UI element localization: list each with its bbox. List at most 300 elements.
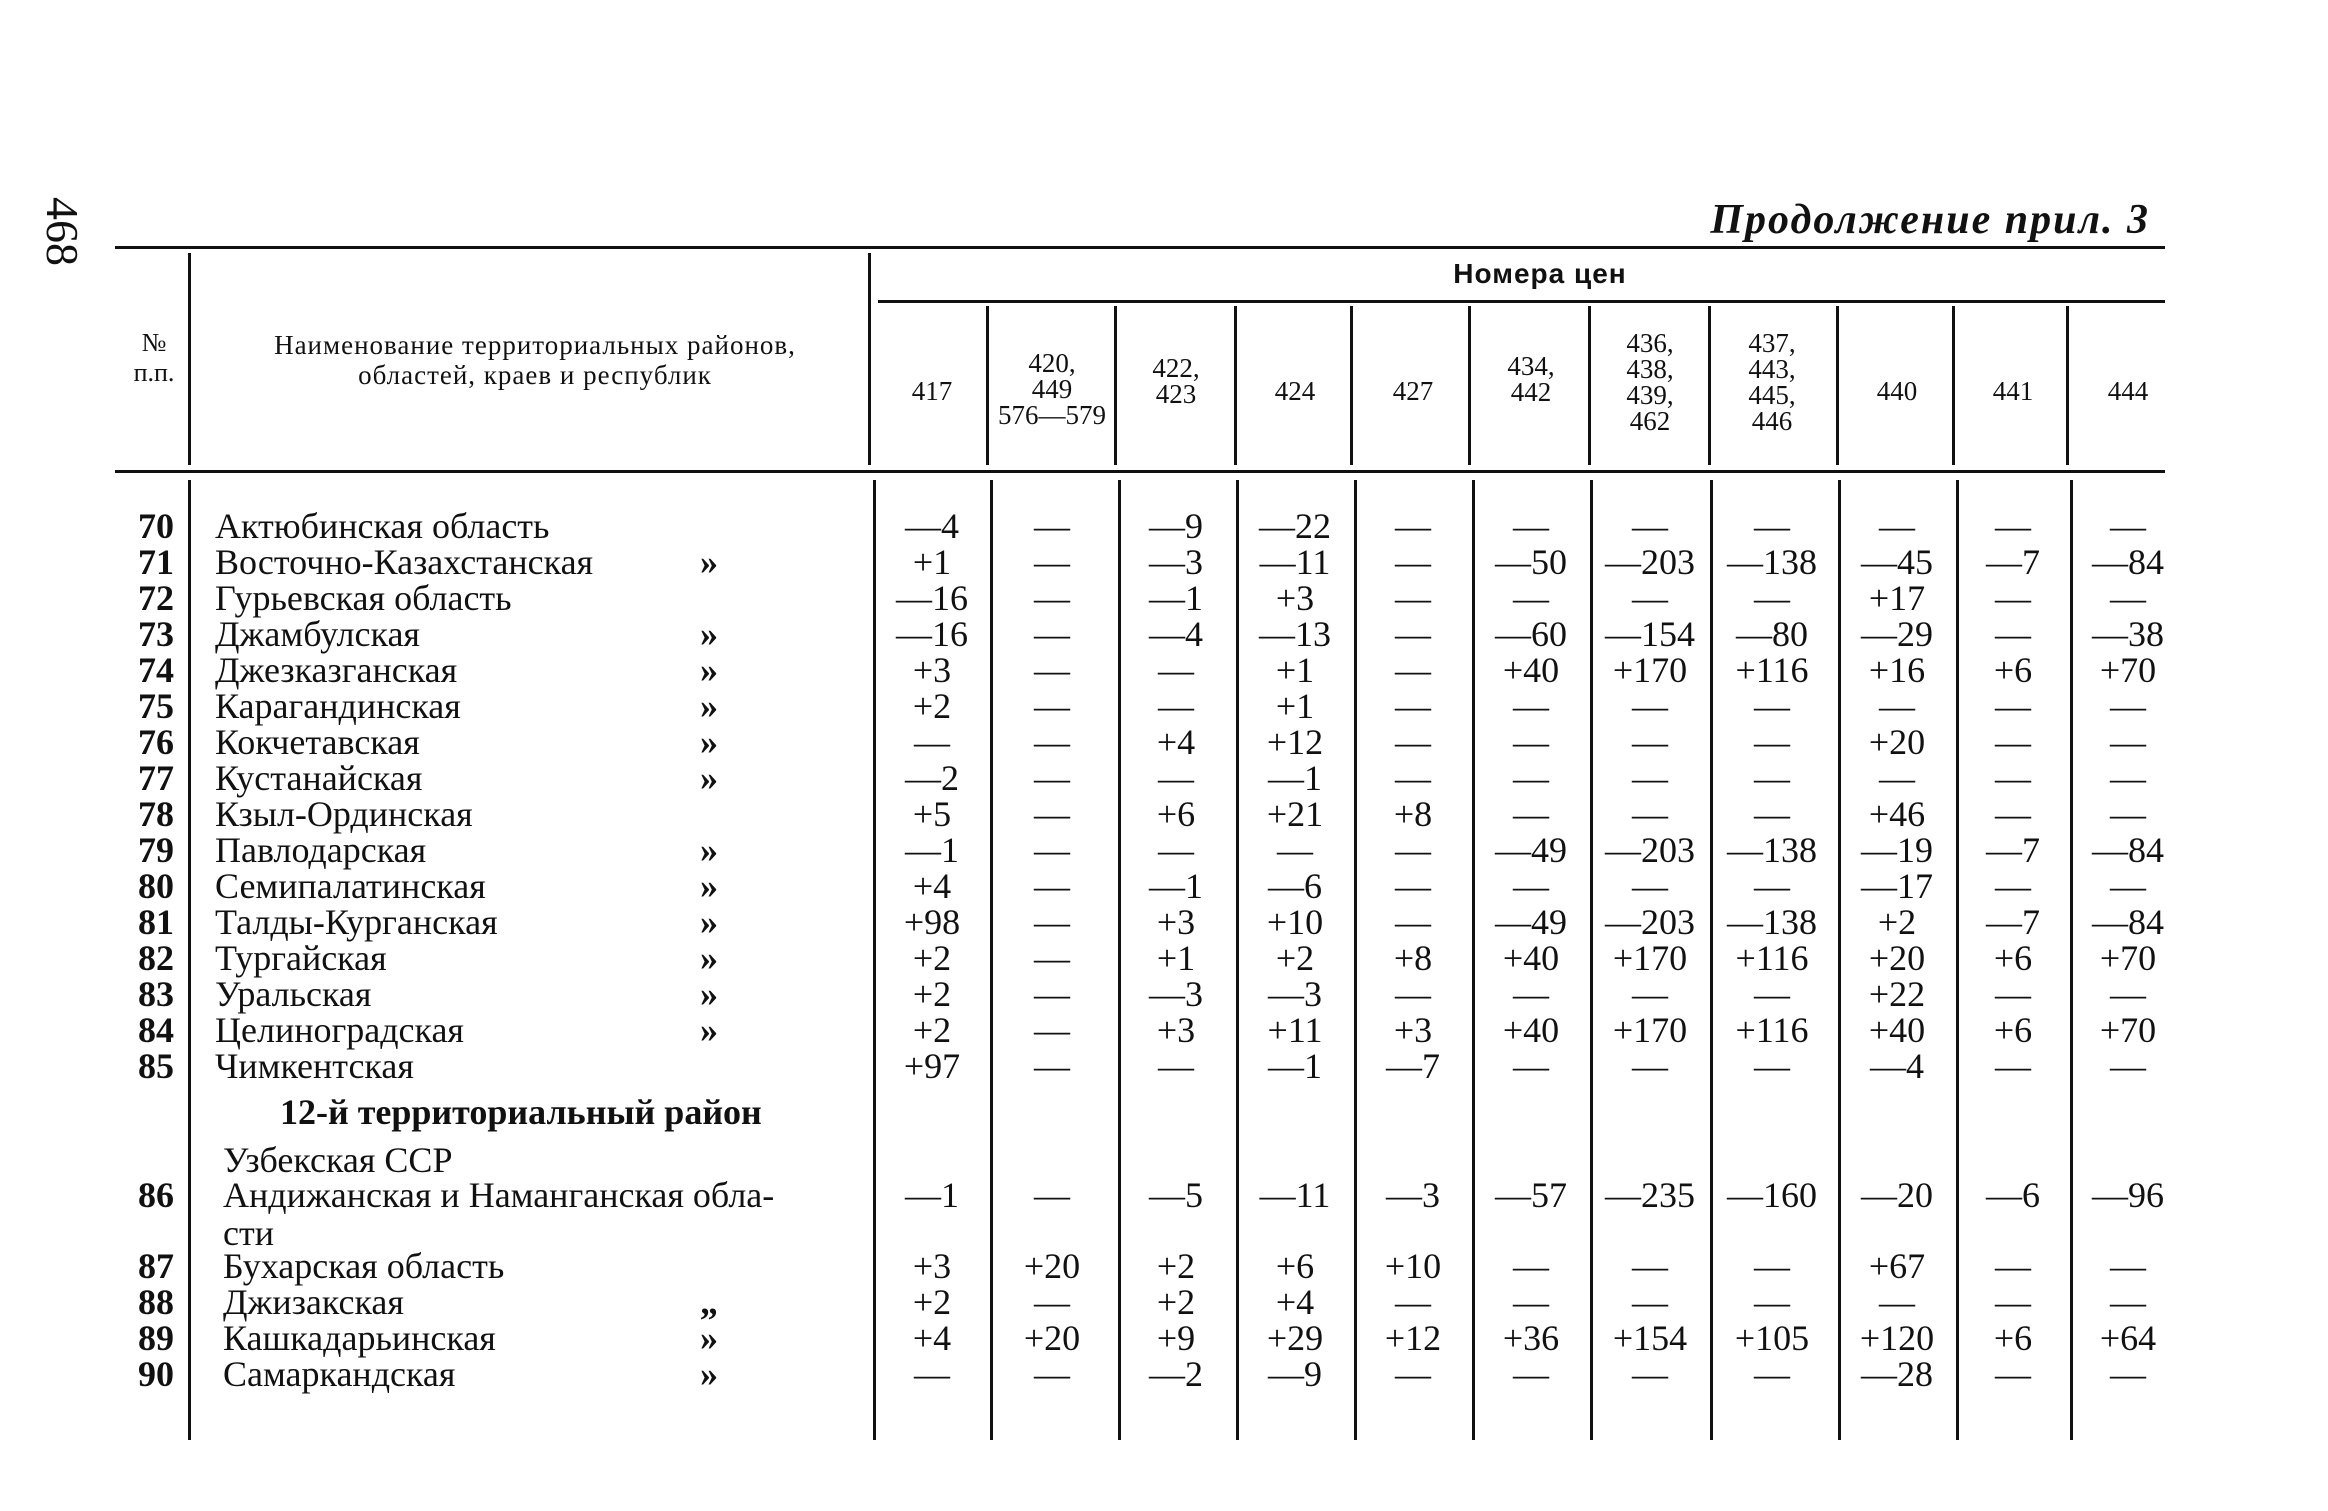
row-value: +46 (1868, 794, 1926, 834)
row-number: 81 (138, 902, 174, 942)
row-value: +5 (912, 794, 952, 834)
row-number: 86 (138, 1175, 174, 1215)
row-value: — (1395, 542, 1431, 582)
row-value: +4 (1275, 1282, 1315, 1322)
row-value: —45 (1861, 542, 1933, 582)
row-value: — (1034, 650, 1070, 690)
column-header-line: 444 (2107, 376, 2149, 406)
row-value: — (1754, 758, 1790, 798)
row-value: — (1632, 758, 1668, 798)
row-value: —19 (1861, 830, 1933, 870)
table-row (0, 1012, 2328, 1048)
row-value: —17 (1861, 866, 1933, 906)
row-name: Кашкадарьинская (223, 1318, 496, 1358)
row-name: Кокчетавская (215, 722, 420, 762)
row-value: +64 (2099, 1318, 2157, 1358)
row-value: —16 (896, 578, 968, 618)
row-value: —80 (1736, 614, 1808, 654)
row-value: +2 (1156, 1246, 1196, 1286)
row-value: — (1034, 1046, 1070, 1086)
column-header (877, 378, 987, 404)
ditto-mark: » (700, 614, 718, 654)
row-value: +1 (912, 542, 952, 582)
row-value: +2 (1156, 1282, 1196, 1322)
row-name: Целиноградская (215, 1010, 464, 1050)
row-value: — (1395, 866, 1431, 906)
row-value: +1 (1156, 938, 1196, 978)
row-value: +4 (1156, 722, 1196, 762)
row-value: —1 (905, 1175, 959, 1215)
header-name-line1: Наименование территориальных районов, (274, 330, 796, 360)
row-value: — (1513, 686, 1549, 726)
row-value: — (1034, 614, 1070, 654)
row-value: — (2110, 866, 2146, 906)
row-value: +10 (1266, 902, 1324, 942)
row-value: — (1632, 506, 1668, 546)
row-value: — (1513, 758, 1549, 798)
row-value: — (1395, 758, 1431, 798)
table-row (0, 616, 2328, 652)
table-row (0, 1320, 2328, 1356)
row-value: — (1395, 722, 1431, 762)
row-value: —4 (1870, 1046, 1924, 1086)
row-value: — (1034, 686, 1070, 726)
row-value: — (1995, 686, 2031, 726)
row-value: — (1395, 614, 1431, 654)
row-value: +40 (1502, 938, 1560, 978)
table-row (0, 580, 2328, 616)
row-value: — (1879, 758, 1915, 798)
row-value: — (1158, 686, 1194, 726)
column-header (1120, 355, 1232, 407)
row-value: — (1034, 578, 1070, 618)
row-value: — (1513, 866, 1549, 906)
table-row (0, 760, 2328, 796)
row-number: 75 (138, 686, 174, 726)
row-value: +116 (1735, 1010, 1809, 1050)
header-name-line2: областей, краев и республик (358, 360, 712, 390)
row-value: +1 (1275, 686, 1315, 726)
table-row (0, 724, 2328, 760)
row-value: +20 (1868, 938, 1926, 978)
row-name: Актюбинская область (215, 506, 550, 546)
row-value: — (1034, 1010, 1070, 1050)
row-value: +3 (912, 650, 952, 690)
table-row (0, 1048, 2328, 1084)
row-value: +21 (1266, 794, 1324, 834)
row-value: —138 (1727, 830, 1817, 870)
row-value: —3 (1268, 974, 1322, 1014)
row-value: —3 (1386, 1175, 1440, 1215)
row-value: +2 (912, 974, 952, 1014)
row-value: — (2110, 1282, 2146, 1322)
row-value: — (1395, 1354, 1431, 1394)
row-value: +3 (912, 1246, 952, 1286)
column-header-line: 445, (1748, 380, 1796, 410)
row-number: 80 (138, 866, 174, 906)
table-row (0, 688, 2328, 724)
subsection-title: Узбекская ССР (223, 1140, 453, 1180)
row-value: —84 (2092, 902, 2164, 942)
ditto-mark: » (700, 1318, 718, 1358)
page-number: 468 (37, 197, 88, 266)
table-row (0, 796, 2328, 832)
row-value: — (2110, 578, 2146, 618)
row-value: +8 (1393, 938, 1433, 978)
row-value: +22 (1868, 974, 1926, 1014)
row-number: 78 (138, 794, 174, 834)
row-value: —29 (1861, 614, 1933, 654)
row-name: Семипалатинская (215, 866, 486, 906)
column-header (1715, 330, 1829, 434)
row-name: Джизакская (223, 1282, 404, 1322)
row-value: +20 (1023, 1318, 1081, 1358)
row-value: —4 (1149, 614, 1203, 654)
table-row (0, 1177, 2328, 1213)
row-value: — (1034, 794, 1070, 834)
column-header-line: 420, (1028, 348, 1076, 378)
ditto-mark: » (700, 1010, 718, 1050)
row-value: +170 (1612, 1010, 1688, 1050)
top-rule (115, 246, 2165, 249)
row-value: —3 (1149, 542, 1203, 582)
row-name: Уральская (215, 974, 372, 1014)
row-value: — (914, 1354, 950, 1394)
row-value: — (1513, 794, 1549, 834)
column-header-line: 436, (1626, 328, 1674, 358)
row-value: +40 (1502, 1010, 1560, 1050)
row-value: —1 (1149, 578, 1203, 618)
row-value: +170 (1612, 650, 1688, 690)
ditto-mark: „ (700, 1282, 718, 1322)
row-value: — (1395, 902, 1431, 942)
row-value: —6 (1986, 1175, 2040, 1215)
row-name: Тургайская (215, 938, 387, 978)
row-value: — (1995, 866, 2031, 906)
row-value: +98 (903, 902, 961, 942)
row-value: —49 (1495, 902, 1567, 942)
row-value: +3 (1275, 578, 1315, 618)
table-row (0, 940, 2328, 976)
column-header (1239, 378, 1351, 404)
row-value: —203 (1605, 830, 1695, 870)
row-value: — (1395, 1282, 1431, 1322)
ditto-mark: » (700, 830, 718, 870)
row-name: Гурьевская область (215, 578, 512, 618)
row-value: — (1513, 1282, 1549, 1322)
table-row (0, 1284, 2328, 1320)
row-number: 82 (138, 938, 174, 978)
row-value: —2 (1149, 1354, 1203, 1394)
row-value: —138 (1727, 542, 1817, 582)
row-number: 89 (138, 1318, 174, 1358)
header-divider (1234, 306, 1237, 465)
ditto-mark: » (700, 974, 718, 1014)
column-header-line: 427 (1392, 376, 1434, 406)
row-value: — (1034, 830, 1070, 870)
row-value: — (1034, 1282, 1070, 1322)
row-value: — (1754, 686, 1790, 726)
row-name: Карагандинская (215, 686, 461, 726)
row-value: +12 (1384, 1318, 1442, 1358)
row-value: — (1632, 1246, 1668, 1286)
row-value: — (1395, 974, 1431, 1014)
row-value: —11 (1259, 1175, 1331, 1215)
row-value: — (1995, 1282, 2031, 1322)
row-value: — (1754, 722, 1790, 762)
row-value: +116 (1735, 650, 1809, 690)
row-value: —1 (1268, 758, 1322, 798)
row-value: —1 (1149, 866, 1203, 906)
row-value: — (2110, 1046, 2146, 1086)
row-value: — (2110, 722, 2146, 762)
group-rule (878, 300, 2165, 303)
row-value: +20 (1023, 1246, 1081, 1286)
row-value: +105 (1734, 1318, 1810, 1358)
row-value: — (1034, 542, 1070, 582)
row-value: — (1879, 506, 1915, 546)
header-name-label (210, 330, 860, 390)
row-value: — (1754, 866, 1790, 906)
row-value: —6 (1268, 866, 1322, 906)
ditto-mark: » (700, 902, 718, 942)
row-value: — (1158, 758, 1194, 798)
row-value: — (1995, 1354, 2031, 1394)
row-value: —9 (1149, 506, 1203, 546)
column-header (2073, 378, 2183, 404)
row-value: —96 (2092, 1175, 2164, 1215)
ditto-mark: » (700, 686, 718, 726)
column-header-line: 417 (911, 376, 953, 406)
column-header-line: 423 (1155, 379, 1197, 409)
row-value: — (1034, 1354, 1070, 1394)
row-value: +6 (1993, 1010, 2033, 1050)
row-value: +6 (1156, 794, 1196, 834)
column-header (992, 350, 1112, 428)
table-row (0, 1248, 2328, 1284)
row-name: Кзыл-Ординская (215, 794, 473, 834)
row-value: —38 (2092, 614, 2164, 654)
table-row (0, 1356, 2328, 1392)
row-number: 88 (138, 1282, 174, 1322)
row-value: — (2110, 506, 2146, 546)
row-value: —7 (1386, 1046, 1440, 1086)
row-value: — (914, 722, 950, 762)
row-value: — (1632, 1046, 1668, 1086)
row-value: — (1754, 1246, 1790, 1286)
row-value: — (1395, 686, 1431, 726)
row-value: —84 (2092, 830, 2164, 870)
row-value: +36 (1502, 1318, 1560, 1358)
row-name: Павлодарская (215, 830, 427, 870)
row-value: — (1395, 830, 1431, 870)
row-number: 87 (138, 1246, 174, 1286)
row-value: — (1995, 758, 2031, 798)
row-value: — (1034, 938, 1070, 978)
row-value: — (1632, 1282, 1668, 1322)
row-value: — (2110, 974, 2146, 1014)
row-value: — (1034, 902, 1070, 942)
column-header-line: 449 (1031, 374, 1073, 404)
row-value: — (1277, 830, 1313, 870)
row-value: — (1513, 1046, 1549, 1086)
column-header-line: 422, (1152, 353, 1200, 383)
row-value: +1 (1275, 650, 1315, 690)
row-value: — (1395, 650, 1431, 690)
row-value: +170 (1612, 938, 1688, 978)
row-value: +2 (1877, 902, 1917, 942)
row-value: +3 (1156, 1010, 1196, 1050)
row-value: +16 (1868, 650, 1926, 690)
row-value: — (1995, 794, 2031, 834)
header-divider (868, 253, 871, 465)
row-value: +2 (1275, 938, 1315, 978)
row-number: 85 (138, 1046, 174, 1086)
row-value: —7 (1986, 542, 2040, 582)
row-value: — (1995, 578, 2031, 618)
row-name: Самаркандская (223, 1354, 456, 1394)
row-value: — (1995, 614, 2031, 654)
row-value: — (1754, 578, 1790, 618)
row-value: +2 (912, 686, 952, 726)
row-name: Восточно-Казахстанская (215, 542, 594, 582)
row-value: — (1754, 1354, 1790, 1394)
row-value: — (1754, 794, 1790, 834)
row-value: +8 (1393, 794, 1433, 834)
row-value: — (1034, 974, 1070, 1014)
row-name: Талды-Курганская (215, 902, 498, 942)
column-header (1593, 330, 1707, 434)
ditto-mark: » (700, 866, 718, 906)
header-divider (1588, 306, 1591, 465)
row-value: — (1632, 866, 1668, 906)
row-value: —1 (905, 830, 959, 870)
row-value: +40 (1502, 650, 1560, 690)
row-value: — (1513, 974, 1549, 1014)
row-value: — (1632, 686, 1668, 726)
row-value: — (1632, 1354, 1668, 1394)
ditto-mark: » (700, 542, 718, 582)
row-number: 83 (138, 974, 174, 1014)
row-number: 79 (138, 830, 174, 870)
row-value: —28 (1861, 1354, 1933, 1394)
column-header-line: 462 (1629, 406, 1671, 436)
row-number: 84 (138, 1010, 174, 1050)
row-value: — (1995, 506, 2031, 546)
row-value: — (1995, 1246, 2031, 1286)
column-header (1475, 353, 1587, 405)
row-value: +6 (1993, 938, 2033, 978)
row-value: — (1995, 1046, 2031, 1086)
row-value: — (1395, 506, 1431, 546)
row-value: — (2110, 758, 2146, 798)
row-value: — (1513, 578, 1549, 618)
row-value: +67 (1868, 1246, 1926, 1286)
row-value: — (1632, 794, 1668, 834)
row-value: — (1632, 974, 1668, 1014)
column-header (1836, 378, 1958, 404)
row-value: —49 (1495, 830, 1567, 870)
row-number: 76 (138, 722, 174, 762)
row-value: — (1034, 866, 1070, 906)
row-value: +97 (903, 1046, 961, 1086)
column-header-line: 576—579 (998, 400, 1106, 430)
row-value: — (1034, 758, 1070, 798)
row-value: —203 (1605, 902, 1695, 942)
row-name-continuation: сти (223, 1213, 274, 1253)
table-row (0, 976, 2328, 1012)
row-name: Чимкентская (215, 1046, 414, 1086)
column-header-line: 434, (1507, 351, 1555, 381)
row-name: Джамбулская (215, 614, 420, 654)
row-number: 74 (138, 650, 174, 690)
row-value: +154 (1612, 1318, 1688, 1358)
row-value: +3 (1156, 902, 1196, 942)
column-header (1958, 378, 2068, 404)
row-value: +10 (1384, 1246, 1442, 1286)
row-value: —20 (1861, 1175, 1933, 1215)
row-value: — (1995, 974, 2031, 1014)
row-value: —11 (1259, 542, 1331, 582)
row-value: —160 (1727, 1175, 1817, 1215)
row-number: 71 (138, 542, 174, 582)
row-value: — (1513, 1354, 1549, 1394)
row-value: +6 (1275, 1246, 1315, 1286)
column-header-line: 442 (1510, 377, 1552, 407)
column-header-line: 439, (1626, 380, 1674, 410)
row-value: — (2110, 686, 2146, 726)
row-value: —50 (1495, 542, 1567, 582)
row-value: —13 (1259, 614, 1331, 654)
table-row (0, 652, 2328, 688)
column-header-line: 438, (1626, 354, 1674, 384)
row-value: +70 (2099, 938, 2157, 978)
row-value: +12 (1266, 722, 1324, 762)
table-row (0, 832, 2328, 868)
row-value: —22 (1259, 506, 1331, 546)
row-name: Бухарская область (223, 1246, 505, 1286)
row-value: +20 (1868, 722, 1926, 762)
row-value: — (1158, 830, 1194, 870)
row-value: — (1395, 578, 1431, 618)
row-value: +3 (1393, 1010, 1433, 1050)
row-number: 77 (138, 758, 174, 798)
row-value: +29 (1266, 1318, 1324, 1358)
row-value: +17 (1868, 578, 1926, 618)
row-value: +2 (912, 938, 952, 978)
row-value: — (1632, 722, 1668, 762)
header-divider (1114, 306, 1117, 465)
row-value: — (1754, 1282, 1790, 1322)
row-value: +4 (912, 866, 952, 906)
row-value: — (2110, 1354, 2146, 1394)
row-value: —9 (1268, 1354, 1322, 1394)
row-value: +6 (1993, 650, 2033, 690)
header-bottom-rule (115, 470, 2165, 473)
row-value: —16 (896, 614, 968, 654)
ditto-mark: » (700, 758, 718, 798)
row-value: —84 (2092, 542, 2164, 582)
row-value: —1 (1268, 1046, 1322, 1086)
row-value: —7 (1986, 830, 2040, 870)
row-value: — (1158, 650, 1194, 690)
column-header-line: 441 (1992, 376, 2034, 406)
row-value: — (1513, 722, 1549, 762)
row-value: — (1995, 722, 2031, 762)
table-row (0, 544, 2328, 580)
row-value: —7 (1986, 902, 2040, 942)
ditto-mark: » (700, 650, 718, 690)
